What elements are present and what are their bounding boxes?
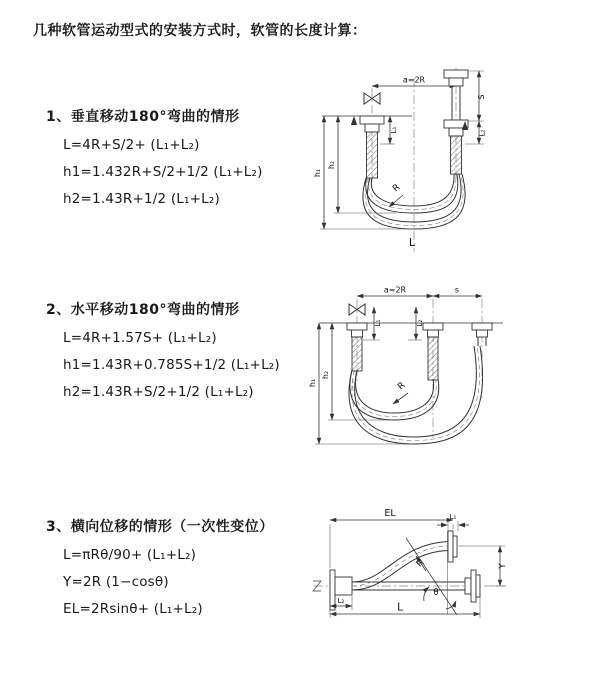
- dim-label-el: EL: [384, 508, 396, 519]
- section-vertical-movement: [46, 106, 263, 218]
- right-hose-fitting: [444, 70, 468, 174]
- diagram-horizontal-bend: [303, 283, 593, 455]
- formula-line: h1=1.43R+0.785S+1/2 (L₁+L₂): [63, 357, 280, 373]
- left-hose-fitting: [360, 116, 384, 178]
- radius-callout: [393, 381, 408, 404]
- dim-label-h1: h₁: [308, 378, 317, 388]
- dimension-l-total: [330, 597, 480, 618]
- dimension-el: [330, 508, 453, 568]
- formula-line: h1=1.432R+S/2+1/2 (L₁+L₂): [63, 164, 263, 180]
- displaced-flange: [448, 531, 457, 562]
- dim-label-h1: h₁: [313, 168, 322, 178]
- dim-label-y: Y: [498, 563, 508, 569]
- diagram-vertical-bend: [308, 66, 588, 261]
- page-title: 几种软管运动型式的安装方式时，软管的长度计算：: [33, 23, 367, 39]
- section-heading: 3、横向位移的情形（一次性变位）: [46, 519, 274, 535]
- section-heading: 2、水平移动180°弯曲的情形: [46, 302, 240, 318]
- formula-line: h2=1.43R+S/2+1/2 (L₁+L₂): [63, 384, 254, 400]
- section-horizontal-movement: [46, 299, 280, 411]
- dim-label-l: L: [397, 601, 403, 614]
- displaced-hose-curve: [352, 542, 448, 591]
- dimension-a2r: [372, 76, 456, 87]
- section-lateral-displacement: [46, 516, 274, 628]
- dim-label-a2r: a=2R: [383, 285, 407, 295]
- dim-label-r: R: [391, 182, 403, 195]
- centerlines: [372, 68, 456, 252]
- dim-label-l1: L₁: [374, 319, 382, 327]
- dim-label-s: s: [454, 285, 460, 295]
- dim-label-l2: L₂: [478, 129, 487, 137]
- formula-line: L=4R+1.57S+ (L₁+L₂): [63, 330, 217, 346]
- dimension-s-l2: [465, 71, 487, 144]
- diagram-lateral-displacement: [300, 498, 592, 658]
- dim-label-theta: θ: [433, 588, 439, 598]
- dim-label-r: R: [414, 557, 427, 570]
- dim-label-l-total: L: [408, 236, 416, 249]
- formula-line: L=πRθ/90+ (L₁+L₂): [63, 547, 197, 563]
- formula-line: EL=2Rsinθ+ (L₁+L₂): [63, 601, 203, 617]
- center-hose-fitting: [423, 323, 443, 380]
- dim-label-l2: L₂: [416, 319, 424, 327]
- formula-line: h2=1.43R+1/2 (L₁+L₂): [63, 191, 220, 207]
- formula-line: L=4R+S/2+ (L₁+L₂): [63, 137, 200, 153]
- dim-label-l1: L₁: [390, 126, 398, 134]
- dim-label-s: S: [477, 94, 486, 100]
- section-heading: 1、垂直移动180°弯曲的情形: [46, 109, 240, 125]
- dim-label-l1: L₁: [449, 513, 457, 521]
- formula-line: Y=2R (1−cosθ): [63, 574, 169, 590]
- shifted-hose-fitting: [472, 323, 492, 346]
- dim-label-a2r: a=2R: [402, 75, 426, 85]
- dim-label-l2: L₂: [337, 597, 345, 605]
- left-hose-fitting: [347, 323, 367, 371]
- hose-curves: [349, 346, 483, 444]
- dimension-a2r-s: [357, 286, 482, 297]
- dimension-l1-l2: [363, 307, 424, 340]
- dim-label-h2: h₂: [327, 160, 336, 170]
- dim-label-r: R: [396, 380, 408, 393]
- dim-label-h2: h₂: [321, 370, 330, 380]
